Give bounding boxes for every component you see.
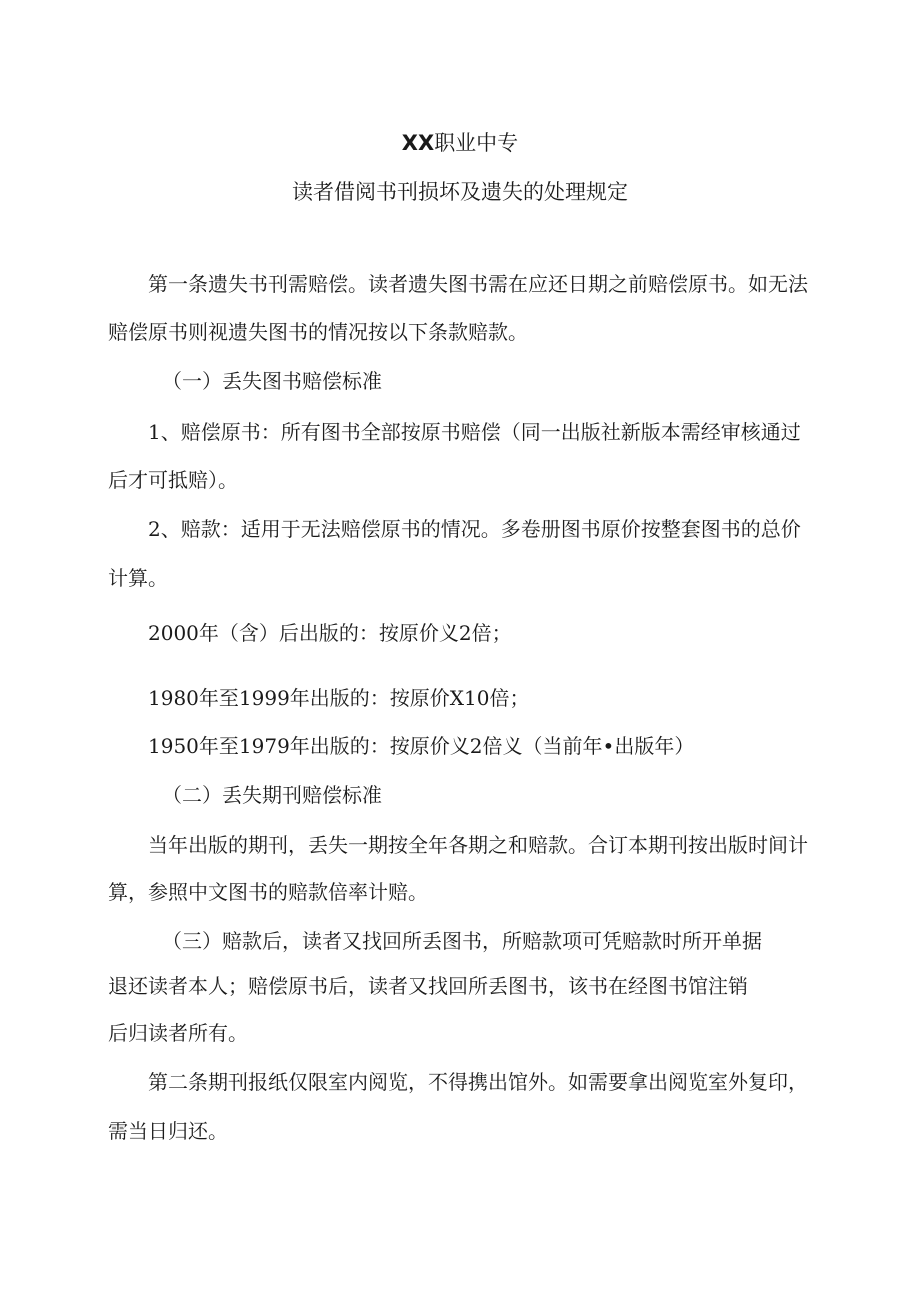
item-1-line-2: 后才可抵赔）。: [108, 468, 238, 492]
school-prefix: XX: [401, 131, 435, 155]
article-2-line-1: 第二条期刊报纸仅限室内阅览，不得携出馆外。如需要拿出阅览室外复印，: [148, 1070, 808, 1094]
section-2-heading: （二）丢失期刊赔偿标准: [162, 783, 382, 807]
article-1-line-1: 第一条遗失书刊需赔偿。读者遗失图书需在应还日期之前赔偿原书。如无法: [148, 272, 808, 296]
section-3-line-3: 后归读者所有。: [108, 1021, 248, 1045]
article-2-line-2: 需当日归还。: [108, 1119, 228, 1143]
rule-1980: 1980年至1999年出版的：按原价X10倍；: [148, 686, 530, 710]
section-2-line-1: 当年出版的期刊，丢失一期按全年各期之和赔款。合订本期刊按出版时间计: [148, 833, 808, 857]
item-2-line-1: 2、赔款：适用于无法赔偿原书的情况。多卷册图书原价按整套图书的总价: [148, 517, 801, 541]
school-title: [0, 128, 920, 158]
rule-2000: 2000年（含）后出版的：按原价义2倍；: [148, 621, 512, 645]
document-title: 读者借阅书刊损坏及遗失的处理规定: [292, 180, 628, 204]
item-1-line-1: 1、赔偿原书：所有图书全部按原书赔偿（同一出版社新版本需经审核通过: [148, 420, 801, 444]
section-2-line-2: 算，参照中文图书的赔款倍率计赔。: [108, 880, 428, 904]
school-name: 职业中专: [434, 131, 519, 155]
section-3-line-2: 退还读者本人；赔偿原书后，读者又找回所丢图书，该书在经图书馆注销: [108, 974, 748, 998]
section-1-heading: （一）丢失图书赔偿标准: [162, 369, 382, 393]
item-2-line-2: 计算。: [108, 566, 168, 590]
article-1-line-2: 赔偿原书则视遗失图书的情况按以下条款赔款。: [108, 320, 528, 344]
section-3-line-1: （三）赔款后，读者又找回所丢图书，所赔款项可凭赔款时所开单据: [162, 929, 762, 953]
rule-1950: 1950年至1979年出版的：按原价义2倍义（当前年•出版年）: [148, 734, 695, 758]
